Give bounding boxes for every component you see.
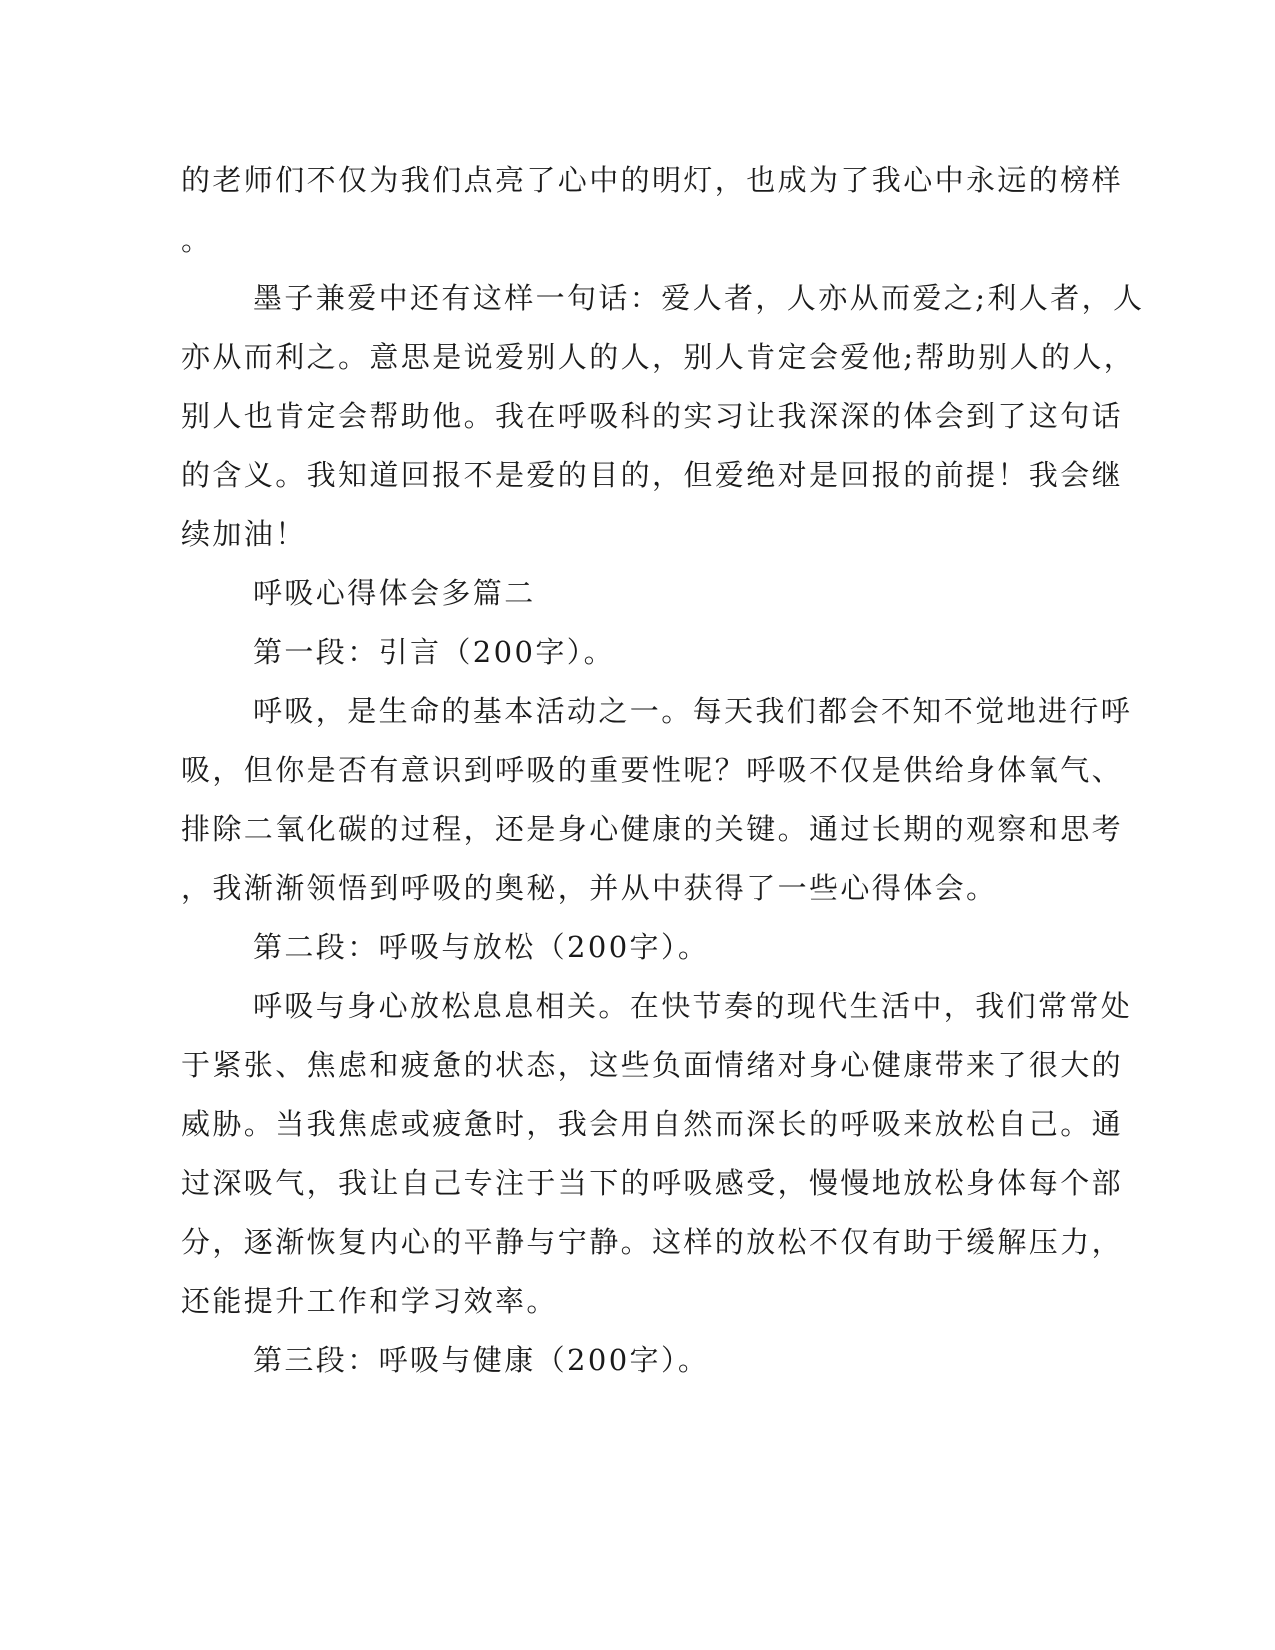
text-line: 墨子兼爱中还有这样一句话：爱人者，人亦从而爱之;利人者，人: [253, 281, 1145, 315]
text-line: 。: [181, 223, 213, 257]
text-line: 过深吸气，我让自己专注于当下的呼吸感受，慢慢地放松身体每个部: [181, 1166, 1124, 1200]
text-line: 的老师们不仅为我们点亮了心中的明灯，也成为了我心中永远的榜样: [181, 163, 1124, 197]
section-heading: 第一段：引言（200字）。: [253, 635, 616, 669]
text-line: 吸，但你是否有意识到呼吸的重要性呢？呼吸不仅是供给身体氧气、: [181, 753, 1124, 787]
text-line: ，我渐渐领悟到呼吸的奥秘，并从中获得了一些心得体会。: [181, 871, 998, 905]
text-line: 威胁。当我焦虑或疲惫时，我会用自然而深长的呼吸来放松自己。通: [181, 1107, 1124, 1141]
text-line: 排除二氧化碳的过程，还是身心健康的关键。通过长期的观察和思考: [181, 812, 1124, 846]
text-line: 分，逐渐恢复内心的平静与宁静。这样的放松不仅有助于缓解压力，: [181, 1225, 1124, 1259]
text-line: 亦从而利之。意思是说爱别人的人，别人肯定会爱他;帮助别人的人，: [181, 340, 1136, 374]
text-line: 呼吸与身心放松息息相关。在快节奏的现代生活中，我们常常处: [253, 989, 1133, 1023]
section-heading: 第三段：呼吸与健康（200字）。: [253, 1343, 710, 1377]
text-line: 于紧张、焦虑和疲惫的状态，这些负面情绪对身心健康带来了很大的: [181, 1048, 1124, 1082]
text-line: 别人也肯定会帮助他。我在呼吸科的实习让我深深的体会到了这句话: [181, 399, 1124, 433]
text-line: 续加油！: [181, 517, 307, 551]
section-heading: 第二段：呼吸与放松（200字）。: [253, 930, 710, 964]
text-line: 的含义。我知道回报不是爱的目的，但爱绝对是回报的前提！我会继: [181, 458, 1124, 492]
section-heading: 呼吸心得体会多篇二: [253, 576, 536, 610]
text-line: 还能提升工作和学习效率。: [181, 1284, 558, 1318]
text-line: 呼吸，是生命的基本活动之一。每天我们都会不知不觉地进行呼: [253, 694, 1133, 728]
